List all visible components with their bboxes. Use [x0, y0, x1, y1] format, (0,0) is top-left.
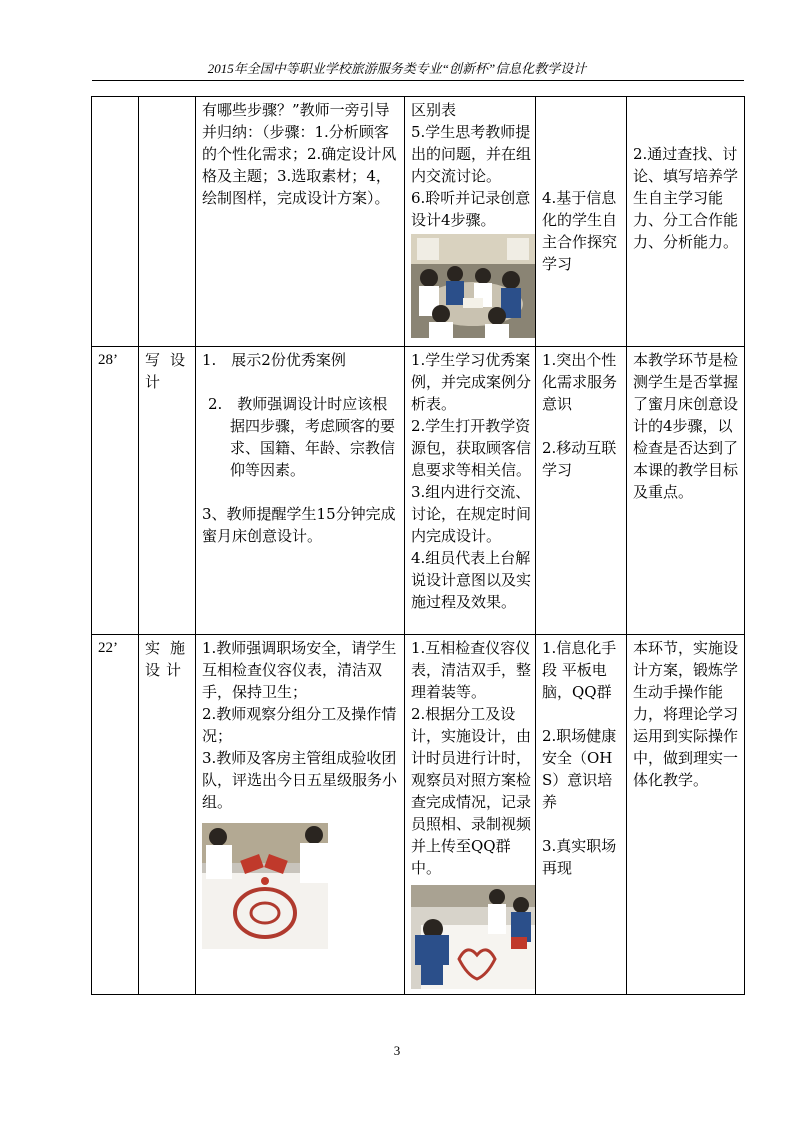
- bed-decoration-photo: [202, 823, 328, 949]
- means-text: 2.职场健康安全（OHS）意识培养: [542, 727, 617, 811]
- student-activity-cell: [405, 347, 536, 635]
- student-activity-text: 4.组员代表上台解说设计意图以及实施过程及效果。: [411, 549, 532, 611]
- classroom-photo: [411, 234, 535, 338]
- intent-text: 2.通过查找、讨论、填写培养学生自主学习能力、分工合作能力、分析能力。: [633, 145, 739, 251]
- means-cell: [536, 347, 627, 635]
- teacher-activity-text: 1. 展示2份优秀案例: [202, 351, 346, 369]
- means-text: 1.突出个性化需求服务意识: [542, 351, 618, 413]
- intent-cell: [627, 347, 745, 635]
- means-text: 1.信息化手段 平板电脑，QQ群: [542, 639, 617, 701]
- header-rule: [92, 80, 744, 81]
- means-cell: [536, 97, 627, 347]
- student-activity-text: 6.聆听并记录创意设计4步骤。: [411, 189, 531, 229]
- teacher-activity-text: 2. 教师强调设计时应该根据四步骤，考虑顾客的要求、国籍、年龄、宗教信仰等因素。: [208, 395, 396, 479]
- stage-cell: [139, 97, 196, 347]
- table-row: [92, 347, 745, 635]
- student-activity-text: 2.根据分工及设计，实施设计，由计时员进行计时，观察员对照方案检查完成情况，记录员照相、录制视频并上传至QQ群中。: [411, 705, 532, 877]
- intent-cell: [627, 97, 745, 347]
- time-cell: 22’: [92, 635, 139, 995]
- teacher-activity-cell: [196, 97, 405, 347]
- teacher-activity-text: 3、教师提醒学生15分钟完成蜜月床创意设计。: [202, 505, 396, 545]
- student-activity-text: 5.学生思考教师提出的问题，并在组内交流讨论。: [411, 123, 532, 185]
- teacher-activity-cell: [196, 347, 405, 635]
- means-text: 3.真实职场再现: [542, 837, 617, 877]
- table-row: [92, 97, 745, 347]
- lesson-design-table: [91, 96, 745, 995]
- teacher-activity-text: 有哪些步骤？”教师一旁引导并归纳：（步骤：1.分析顾客的个性化需求；2.确定设计风格及主题；3.选取素材；4，绘制图样，完成设计方案）。: [202, 101, 397, 207]
- page-header: 2015年全国中等职业学校旅游服务类专业“创新杯”信息化教学设计: [207, 61, 587, 76]
- stage-cell: 写设计: [139, 347, 196, 635]
- student-activity-text: 区别表: [411, 101, 457, 119]
- means-text: 4.基于信息化的学生自主合作探究学习: [542, 189, 618, 273]
- page-number: 3: [393, 1043, 401, 1058]
- student-activity-cell: [405, 635, 536, 995]
- bed-making-photo: [411, 885, 535, 989]
- teacher-activity-text: 1.教师强调职场安全，请学生互相检查仪容仪表，清洁双手，保持卫生；: [202, 639, 397, 701]
- student-activity-text: 3.组内进行交流、讨论，在规定时间内完成设计。: [411, 483, 532, 545]
- means-cell: [536, 635, 627, 995]
- student-activity-cell: [405, 97, 536, 347]
- intent-cell: [627, 635, 745, 995]
- time-cell: [92, 97, 139, 347]
- student-activity-text: 1.互相检查仪容仪表，清洁双手，整理着装等。: [411, 639, 532, 701]
- student-activity-text: 1.学生学习优秀案例，并完成案例分析表。: [411, 351, 532, 413]
- student-activity-text: 2.学生打开教学资源包，获取顾客信息要求等相关信。: [411, 417, 532, 479]
- intent-text: 本教学环节是检测学生是否掌握了蜜月床创意设计的4步骤，以检查是否达到了本课的教学目标及重点。: [633, 351, 739, 501]
- stage-cell: 实施设计: [139, 635, 196, 995]
- teacher-activity-cell: [196, 635, 405, 995]
- means-text: 2.移动互联学习: [542, 439, 617, 479]
- table-row: [92, 635, 745, 995]
- teacher-activity-text: 3.教师及客房主管组成验收团队，评选出今日五星级服务小组。: [202, 749, 398, 811]
- teacher-activity-text: 2.教师观察分组分工及操作情况；: [202, 705, 397, 745]
- intent-text: 本环节，实施设计方案，锻炼学生动手操作能力，将理论学习运用到实际操作中，做到理实一体化教学。: [633, 639, 739, 789]
- time-cell: 28’: [92, 347, 139, 635]
